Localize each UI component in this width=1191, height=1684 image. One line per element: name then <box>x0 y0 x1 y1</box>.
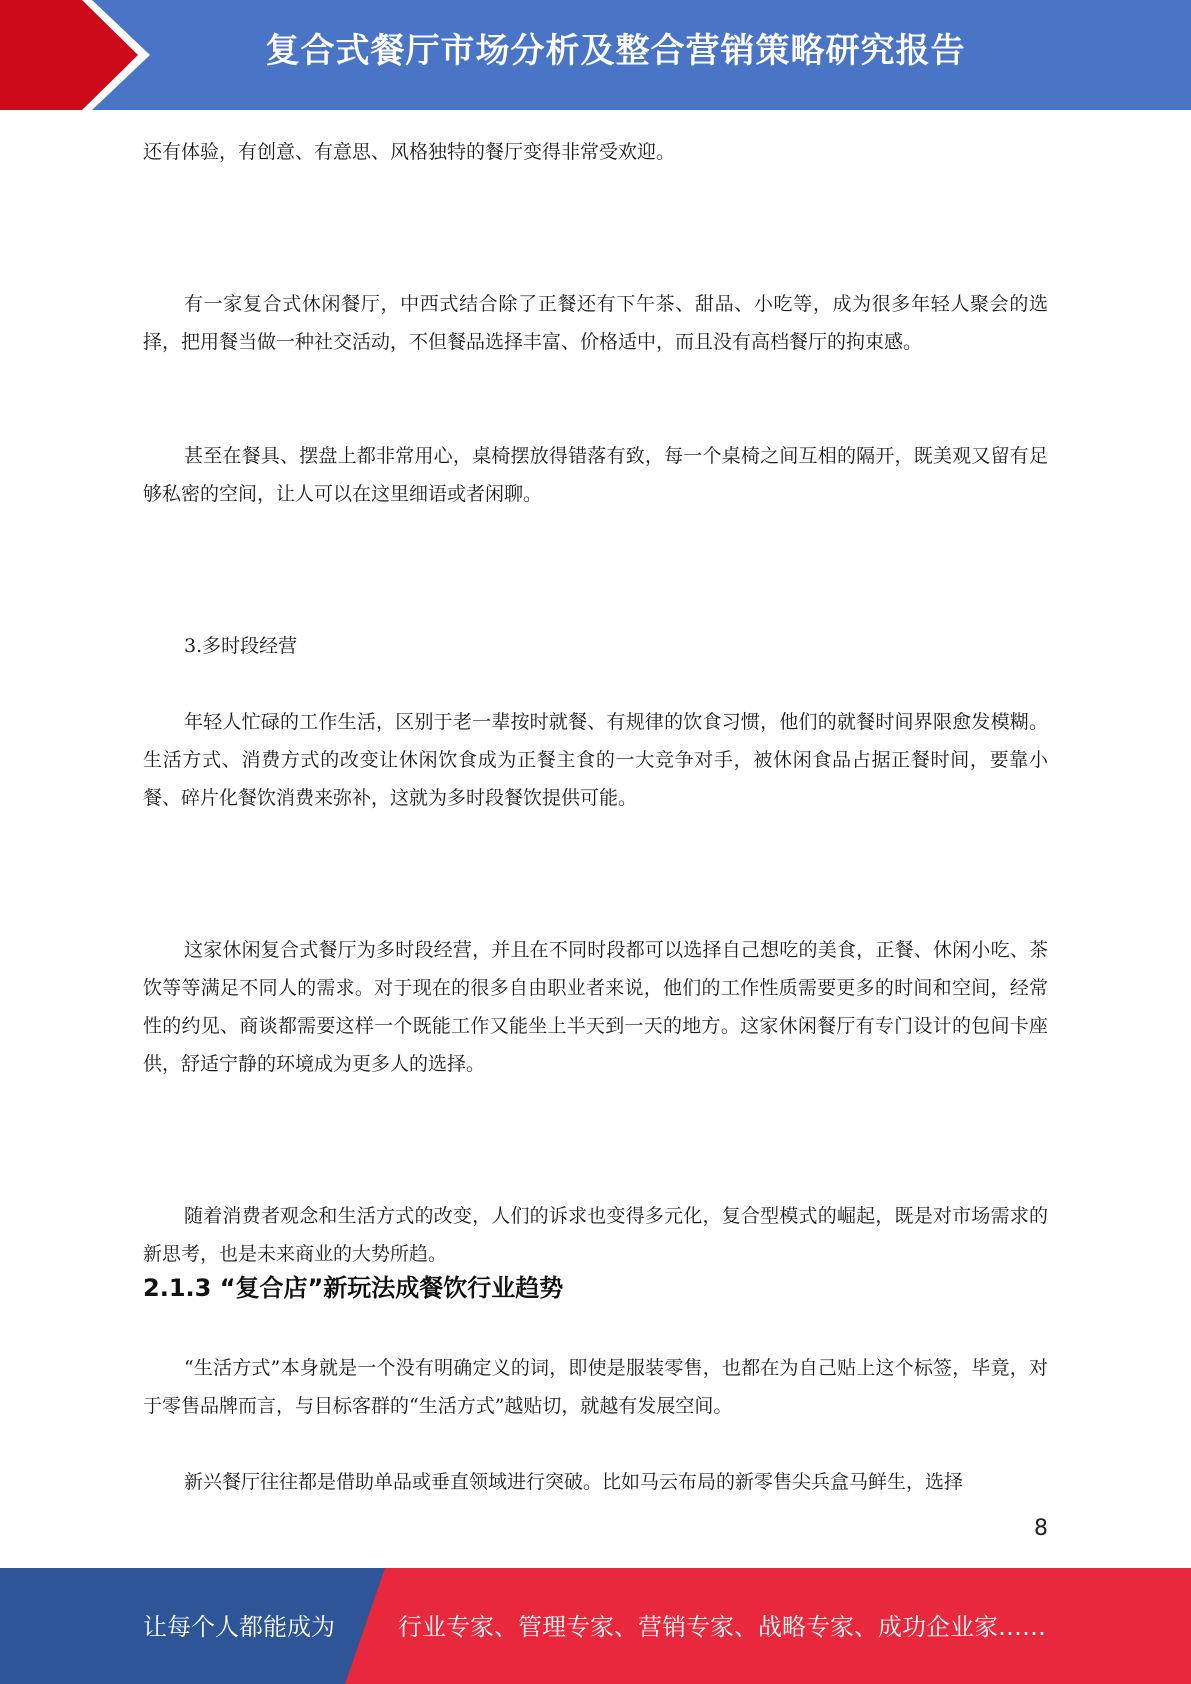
paragraph: 还有体验，有创意、有意思、风格独特的餐厅变得非常受欢迎。 <box>143 141 676 163</box>
page-number: 8 <box>1034 1516 1048 1541</box>
paragraph: 随着消费者观念和生活方式的改变，人们的诉求也变得多元化，复合型模式的崛起，既是对市场需求的新思考，也是未来商业的大势所趋。 <box>143 1205 1048 1265</box>
footer-slogan-left: 让每个人都能成为 <box>143 1613 335 1641</box>
section-subheading: 3.多时段经营 <box>184 635 298 657</box>
section-heading: 2.1.3 “复合店”新玩法成餐饮行业趋势 <box>143 1274 564 1302</box>
paragraph: 年轻人忙碌的工作生活，区别于老一辈按时就餐、有规律的饮食习惯，他们的就餐时间界限愈发模糊。生活方式、消费方式的改变让休闲饮食成为正餐主食的一大竞争对手，被休闲食品占据正餐时间，要靠小餐、碎片化餐饮消费来弥补，这就为多时段餐饮提供可能。 <box>143 711 1048 809</box>
header-arrow-decoration <box>0 0 152 110</box>
paragraph: 新兴餐厅往往都是借助单品或垂直领域进行突破。比如马云布局的新零售尖兵盒马鲜生，选择 <box>184 1471 964 1493</box>
paragraph: 甚至在餐具、摆盘上都非常用心，桌椅摆放得错落有致，每一个桌椅之间互相的隔开，既美观又留有足够私密的空间，让人可以在这里细语或者闲聊。 <box>143 445 1048 505</box>
page-header <box>0 0 1191 110</box>
page-footer <box>0 1568 1191 1684</box>
report-title: 复合式餐厅市场分析及整合营销策略研究报告 <box>265 31 966 71</box>
paragraph: “生活方式”本身就是一个没有明确定义的词，即使是服装零售，也都在为自己贴上这个标签，毕竟，对于零售品牌而言，与目标客群的“生活方式”越贴切，就越有发展空间。 <box>143 1357 1048 1417</box>
paragraph: 有一家复合式休闲餐厅，中西式结合除了正餐还有下午茶、甜品、小吃等，成为很多年轻人聚会的选择，把用餐当做一种社交活动，不但餐品选择丰富、价格适中，而且没有高档餐厅的拘束感。 <box>143 293 1048 353</box>
footer-slogan-right: 行业专家、管理专家、营销专家、战略专家、成功企业家…… <box>398 1613 1046 1641</box>
paragraph: 这家休闲复合式餐厅为多时段经营，并且在不同时段都可以选择自己想吃的美食，正餐、休闲小吃、茶饮等等满足不同人的需求。对于现在的很多自由职业者来说，他们的工作性质需要更多的时间和空间，经常性的约见、商谈都需要这样一个既能工作又能坐上半天到一天的地方。这家休闲餐厅有专门设计的包间卡座供，舒适宁静的环境成为更多人的选择。 <box>143 939 1048 1075</box>
